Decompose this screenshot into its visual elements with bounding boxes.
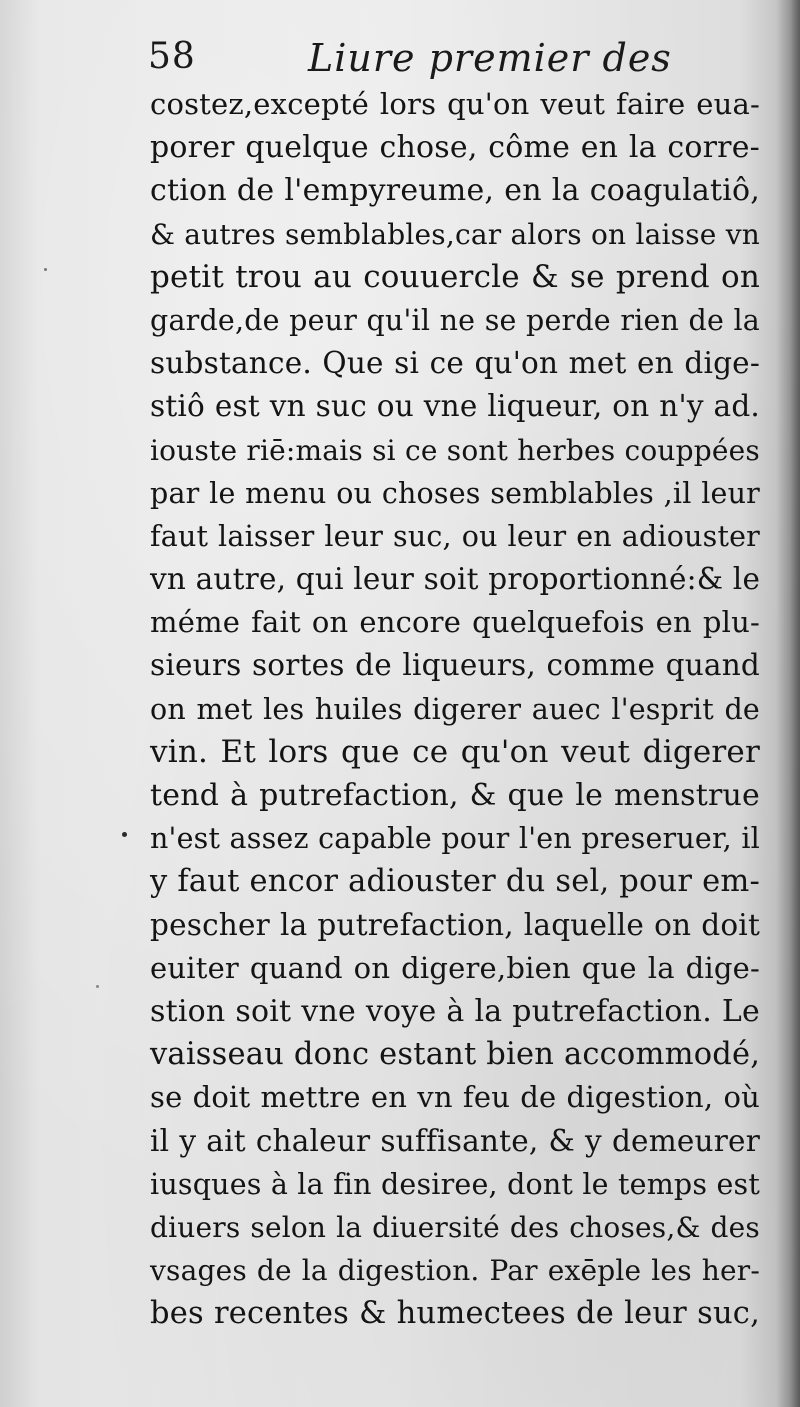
text-line: bes recentes & humectees de leur suc, (150, 1296, 760, 1332)
text-line: vsages de la digestion. Par exēple les her- (150, 1254, 760, 1288)
text-line: pescher la putrefaction, laquelle on doit (150, 907, 760, 942)
text-line: vaisseau donc estant bien accommodé, (150, 1037, 761, 1073)
text-line: méme fait on encore quelquefois en plu- (150, 605, 760, 640)
text-line: iouste riē:mais si ce sont herbes couppées (150, 433, 760, 467)
text-line: diuers selon la diuersité des choses,& des (150, 1210, 760, 1244)
text-line: petit trou au couuercle & se prend on (150, 258, 760, 295)
text-line: vn autre, qui leur soit proportionné:& le (150, 562, 761, 597)
text-line: par le menu ou choses semblables ,il leur (150, 476, 760, 510)
text-line: iusques à la fin desiree, dont le temps est (150, 1167, 760, 1201)
ink-speck (96, 985, 99, 988)
running-title: Liure premier des (308, 36, 672, 80)
text-line: y faut encor adiouster du sel, pour em- (150, 864, 760, 900)
text-line: costez,excepté lors qu'on veut faire eua- (150, 87, 760, 121)
text-line: ction de l'empyreume, en la coagulatiô, (150, 173, 760, 209)
body-text (150, 83, 760, 1335)
text-line: stiô est vn suc ou vne liqueur, on n'y ad. (150, 389, 760, 424)
text-line: porer quelque chose, côme en la corre- (150, 130, 760, 166)
text-line: il y ait chaleur suffisante, & y demeurer (150, 1123, 760, 1158)
text-line: tend à putrefaction, & que le menstrue (150, 778, 760, 813)
text-line: on met les huiles digerer auec l'esprit de (150, 692, 760, 726)
text-line: stion soit vne voye à la putrefaction. Le (150, 993, 760, 1029)
text-line: substance. Que si ce qu'on met en dige- (150, 346, 760, 381)
text-line: faut laisser leur suc, ou leur en adiouster (150, 519, 760, 553)
text-line: se doit mettre en vn feu de digestion, où (150, 1080, 760, 1115)
text-line: euiter quand on digere,bien que la dige- (150, 950, 760, 985)
ink-speck (122, 832, 127, 837)
ink-speck (44, 268, 47, 271)
page-edge-shadow (776, 0, 800, 1407)
text-line: n'est assez capable pour l'en preseruer, il (150, 822, 760, 856)
text-line: garde,de peur qu'il ne se perde rien de la (150, 303, 760, 337)
text-line: sieurs sortes de liqueurs, comme quand (150, 648, 760, 683)
text-line: & autres semblables,car alors on laisse vn (150, 217, 760, 251)
page-number: 58 (148, 36, 196, 77)
text-line: vin. Et lors que ce qu'on veut digerer (150, 733, 760, 770)
